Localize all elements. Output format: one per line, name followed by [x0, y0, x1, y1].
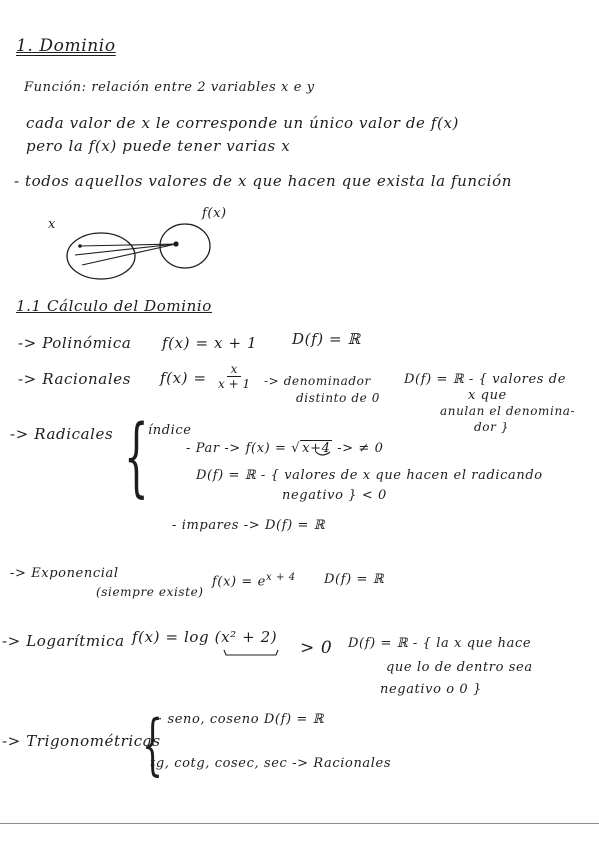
radicales-par-radicand: x+4	[302, 441, 331, 456]
racionales-fraction	[218, 362, 250, 391]
radicales-indice: índice	[148, 423, 192, 438]
exponencial-note: (siempre existe)	[96, 585, 204, 599]
racionales-note-1: -> denominador	[264, 374, 371, 388]
racionales-denominator: x + 1	[218, 377, 251, 391]
radicales-par-cond: -> ≠ 0	[337, 441, 384, 456]
polinomica-domain: D(f) = ℝ	[292, 330, 361, 348]
polinomica-formula: f(x) = x + 1	[162, 334, 258, 352]
racionales-note-2: distinto de 0	[296, 391, 380, 405]
page-bottom-rule	[0, 823, 599, 824]
function-definition: Función: relación entre 2 variables x e y	[24, 80, 315, 95]
exponencial-base: f(x) = e	[212, 574, 266, 590]
racionales-domain-2: x que	[468, 388, 507, 403]
logaritmica-domain-2: que lo de dentro sea	[386, 660, 533, 675]
diagram-fx-label: f(x)	[202, 206, 227, 221]
trigonometricas-label: -> Trigonométricas	[2, 732, 161, 750]
radicales-brace: {	[124, 407, 149, 507]
racionales-numerator: x	[227, 362, 242, 377]
radicales-par-prefix: - Par ->	[186, 441, 241, 456]
intro-line-3: pero la f(x) puede tener varias x	[26, 137, 291, 155]
trigonometricas-line-2: tg, cotg, cosec, sec -> Racionales	[150, 756, 392, 771]
section-heading: 1. Dominio	[16, 36, 116, 56]
radicales-par-domain-1: D(f) = ℝ - { valores de x que hacen el radicando	[196, 468, 543, 483]
radicales-par-domain-2: negativo } < 0	[282, 488, 387, 503]
logaritmica-prefix: f(x) = log	[132, 628, 210, 646]
exponencial-formula	[212, 572, 296, 589]
radicales-par	[186, 441, 384, 456]
logaritmica-domain-3: negativo o 0 }	[380, 682, 482, 697]
trigonometricas-line-1: · seno, coseno D(f) = ℝ	[158, 712, 325, 727]
radicales-par-root	[291, 441, 332, 456]
racionales-domain-1: D(f) = ℝ - { valores de	[404, 372, 567, 387]
logaritmica-label: -> Logarítmica	[2, 632, 125, 650]
radicales-label: -> Radicales	[10, 425, 114, 443]
subsection-heading: 1.1 Cálculo del Dominio	[16, 297, 212, 315]
logaritmica-domain-1: D(f) = ℝ - { la x que hace	[348, 636, 532, 651]
exponencial-domain: D(f) = ℝ	[324, 572, 385, 587]
diagram-x-label: x	[48, 217, 56, 232]
logaritmica-formula	[132, 628, 277, 646]
exponencial-label: -> Exponencial	[10, 566, 119, 581]
logaritmica-argument: (x² + 2)	[214, 628, 278, 646]
racionales-domain-4: dor }	[474, 420, 510, 434]
polinomica-label: -> Polinómica	[18, 334, 132, 352]
exponencial-exponent: x + 4	[265, 572, 296, 583]
radicales-par-fx: f(x) =	[245, 441, 287, 456]
racionales-domain-3: anulan el denomina-	[440, 404, 576, 418]
logaritmica-cond: > 0	[300, 638, 333, 658]
radicales-impares: - impares -> D(f) = ℝ	[172, 518, 326, 533]
sqrt-symbol: √	[291, 441, 301, 456]
racionales-label: -> Racionales	[18, 370, 131, 388]
trigonometricas-brace: {	[142, 706, 163, 783]
intro-line-2: cada valor de x le corresponde un único valor de f(x)	[26, 114, 459, 132]
intro-line-4: - todos aquellos valores de x que hacen que exista la función	[14, 172, 512, 190]
racionales-formula-prefix: f(x) =	[160, 369, 207, 387]
